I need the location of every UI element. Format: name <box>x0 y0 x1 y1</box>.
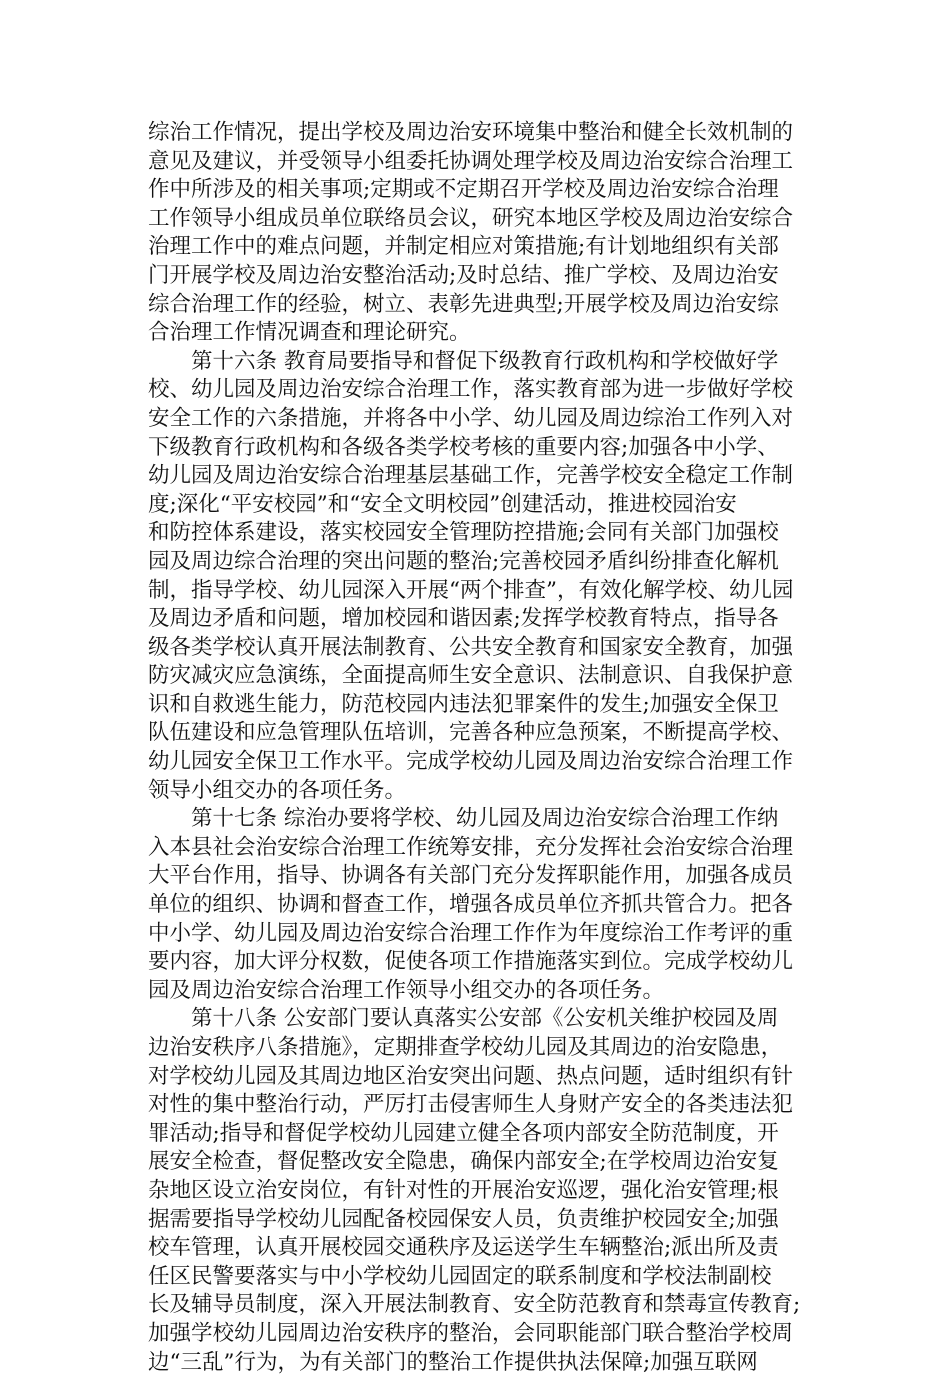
text-line: 展安全检查，督促整改安全隐患，确保内部安全;在学校周边治安复 <box>148 1149 779 1175</box>
document-body-text <box>148 119 818 1377</box>
text-line: 合治理工作情况调查和理论研究。 <box>148 320 471 346</box>
text-line: 识和自救逃生能力，防范校园内违法犯罪案件的发生;加强安全保卫 <box>148 691 779 717</box>
text-line: 罪活动;指导和督促学校幼儿园建立健全各项内部安全防范制度，开 <box>148 1120 779 1146</box>
text-line: 治理工作中的难点问题，并制定相应对策措施;有计划地组织有关部 <box>148 234 779 260</box>
text-line: 门开展学校及周边治安整治活动;及时总结、推广学校、及周边治安 <box>148 262 779 288</box>
text-line: 校、幼儿园及周边治安综合治理工作，落实教育部为进一步做好学校 <box>148 377 794 403</box>
text-line: 边治安秩序八条措施》，定期排查学校幼儿园及其周边的治安隐患， <box>148 1035 783 1060</box>
text-line: 校车管理，认真开展校园交通秩序及运送学生车辆整治;派出所及责 <box>148 1235 779 1261</box>
text-line: 大平台作用，指导、协调各有关部门充分发挥职能作用，加强各成员 <box>148 863 794 889</box>
text-line: 单位的组织、协调和督查工作，增强各成员单位齐抓共管合力。把各 <box>148 892 794 918</box>
text-line: 安全工作的六条措施，并将各中小学、幼儿园及周边综治工作列入对 <box>148 405 794 431</box>
text-line: 园及周边治安综合治理工作领导小组交办的各项任务。 <box>148 977 665 1003</box>
text-line: 杂地区设立治安岗位，有针对性的开展治安巡逻，强化治安管理;根 <box>148 1177 779 1203</box>
text-line: 任区民警要落实与中小学校幼儿园固定的联系制度和学校法制副校 <box>148 1263 772 1289</box>
text-line: 对学校幼儿园及其周边地区治安突出问题、热点问题，适时组织有针 <box>148 1063 794 1089</box>
text-line: 及周边矛盾和问题，增加校园和谐因素;发挥学校教育特点，指导各 <box>148 606 779 632</box>
text-line: 边“三乱”行为，为有关部门的整治工作提供执法保障;加强互联网 <box>148 1349 758 1375</box>
text-line: 第十六条 教育局要指导和督促下级教育行政机构和学校做好学 <box>148 348 779 374</box>
text-line: 幼儿园安全保卫工作水平。完成学校幼儿园及周边治安综合治理工作 <box>148 749 794 775</box>
text-line: 综合治理工作的经验，树立、表彰先进典型;开展学校及周边治安综 <box>148 291 779 317</box>
text-line: 制，指导学校、幼儿园深入开展“两个排查”，有效化解学校、幼儿园 <box>148 577 794 603</box>
text-line: 领导小组交办的各项任务。 <box>148 777 407 803</box>
text-line: 下级教育行政机构和各级各类学校考核的重要内容;加强各中小学、 <box>148 434 779 460</box>
text-line: 度;深化“平安校园”和“安全文明校园”创建活动，推进校园治安 <box>148 491 737 517</box>
text-line: 入本县社会治安综合治理工作统筹安排，充分发挥社会治安综合治理 <box>148 834 794 860</box>
text-line: 加强学校幼儿园周边治安秩序的整治，会同职能部门联合整治学校周 <box>148 1320 794 1346</box>
text-line: 据需要指导学校幼儿园配备校园保安人员，负责维护校园安全;加强 <box>148 1206 779 1232</box>
text-line: 第十七条 综治办要将学校、幼儿园及周边治安综合治理工作纳 <box>148 806 779 832</box>
text-line: 园及周边综合治理的突出问题的整治;完善校园矛盾纠纷排查化解机 <box>148 548 779 574</box>
text-line: 工作领导小组成员单位联络员会议，研究本地区学校及周边治安综合 <box>148 205 794 231</box>
text-line: 综治工作情况，提出学校及周边治安环境集中整治和健全长效机制的 <box>148 120 794 145</box>
text-line: 要内容，加大评分权数，促使各项工作措施落实到位。完成学校幼儿 <box>148 949 794 975</box>
text-line: 防灾减灾应急演练，全面提高师生安全意识、法制意识、自我保护意 <box>148 663 794 689</box>
text-line: 级各类学校认真开展法制教育、公共安全教育和国家安全教育，加强 <box>148 634 794 660</box>
text-line: 中小学、幼儿园及周边治安综合治理工作作为年度综治工作考评的重 <box>148 920 794 946</box>
text-line: 意见及建议，并受领导小组委托协调处理学校及周边治安综合治理工 <box>148 148 794 174</box>
text-line: 对性的集中整治行动，严厉打击侵害师生人身财产安全的各类违法犯 <box>148 1092 794 1118</box>
text-line: 第十八条 公安部门要认真落实公安部《公安机关维护校园及周 <box>148 1006 779 1032</box>
text-line: 和防控体系建设，落实校园安全管理防控措施;会同有关部门加强校 <box>148 520 779 546</box>
text-line: 幼儿园及周边治安综合治理基层基础工作，完善学校安全稳定工作制 <box>148 463 794 489</box>
text-line: 队伍建设和应急管理队伍培训，完善各种应急预案，不断提高学校、 <box>148 720 794 746</box>
text-line: 作中所涉及的相关事项;定期或不定期召开学校及周边治安综合治理 <box>148 177 779 203</box>
text-line: 长及辅导员制度，深入开展法制教育、安全防范教育和禁毒宣传教育; <box>148 1292 801 1318</box>
